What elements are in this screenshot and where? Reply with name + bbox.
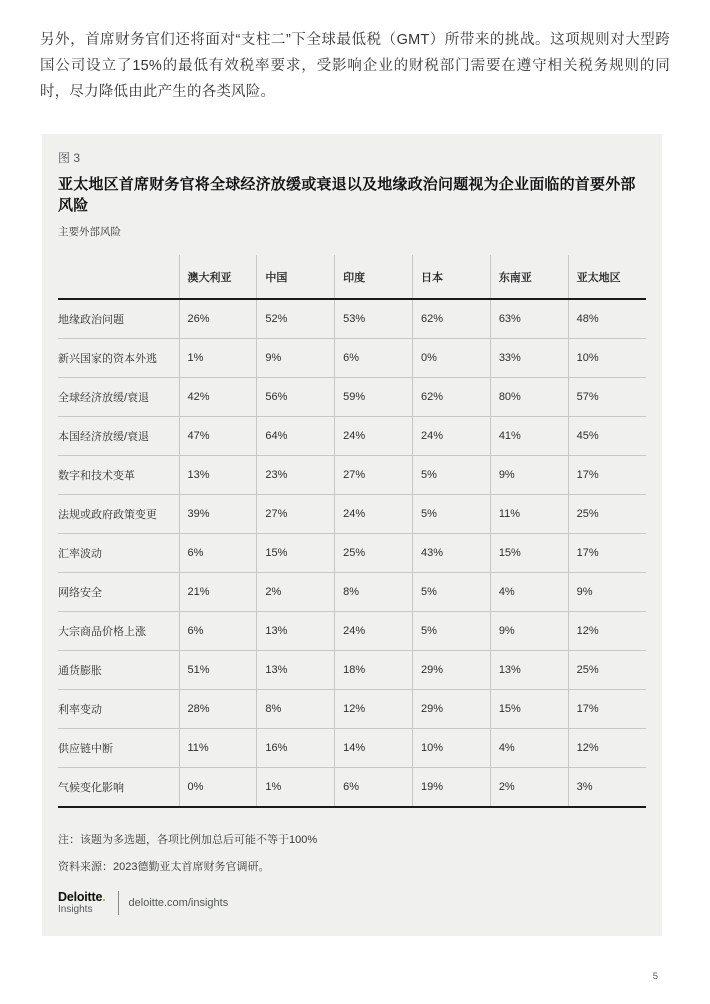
risk-row-label: 通货膨胀 bbox=[58, 664, 102, 677]
risk-row-label: 全球经济放缓/衰退 bbox=[58, 391, 150, 404]
risk-value-cell: 24% bbox=[335, 416, 413, 455]
risk-value-cell: 12% bbox=[568, 611, 646, 650]
risk-value-cell: 17% bbox=[568, 689, 646, 728]
table-row bbox=[58, 728, 646, 767]
insights-brand-text: Insights bbox=[58, 904, 93, 916]
risk-value-cell: 6% bbox=[179, 611, 257, 650]
risk-value-cell: 6% bbox=[335, 767, 413, 807]
risk-value-cell: 9% bbox=[490, 455, 568, 494]
risk-value-cell: 5% bbox=[412, 572, 490, 611]
risk-value-cell: 17% bbox=[568, 455, 646, 494]
column-header: 东南亚 bbox=[490, 255, 568, 299]
risk-value-cell: 13% bbox=[179, 455, 257, 494]
risk-value-cell: 6% bbox=[335, 338, 413, 377]
table-row bbox=[58, 533, 646, 572]
risk-value-cell: 53% bbox=[335, 299, 413, 339]
risk-value-cell: 2% bbox=[257, 572, 335, 611]
risk-value-cell: 42% bbox=[179, 377, 257, 416]
risk-value-cell: 11% bbox=[179, 728, 257, 767]
risk-value-cell: 25% bbox=[568, 650, 646, 689]
deloitte-green-dot: . bbox=[102, 889, 106, 904]
risk-value-cell: 9% bbox=[568, 572, 646, 611]
risk-value-cell: 16% bbox=[257, 728, 335, 767]
risk-value-cell: 27% bbox=[335, 455, 413, 494]
risk-value-cell: 24% bbox=[412, 416, 490, 455]
risk-value-cell: 25% bbox=[335, 533, 413, 572]
risk-value-cell: 0% bbox=[412, 338, 490, 377]
risk-value-cell: 63% bbox=[490, 299, 568, 339]
risk-value-cell: 41% bbox=[490, 416, 568, 455]
risk-value-cell: 80% bbox=[490, 377, 568, 416]
risk-value-cell: 9% bbox=[490, 611, 568, 650]
risk-row-label: 利率变动 bbox=[58, 703, 102, 716]
risk-value-cell: 29% bbox=[412, 689, 490, 728]
header-row bbox=[58, 255, 646, 299]
risk-value-cell: 43% bbox=[412, 533, 490, 572]
risk-value-cell: 52% bbox=[257, 299, 335, 339]
risk-value-cell: 5% bbox=[412, 455, 490, 494]
table-row bbox=[58, 611, 646, 650]
risk-value-cell: 15% bbox=[490, 689, 568, 728]
risk-table-body bbox=[58, 299, 646, 807]
risk-value-cell: 13% bbox=[257, 650, 335, 689]
risk-value-cell: 15% bbox=[257, 533, 335, 572]
figure-3-panel bbox=[42, 134, 662, 935]
intro-paragraph: 另外，首席财务官们还将面对“支柱二”下全球最低税（GMT）所带来的挑战。这项规则对大型跨国公司设立了15%的最低有效税率要求，受影响企业的财税部门需要在遵守相关税务规则的同时，尽力降低由此产生的各类风险。 bbox=[40, 32, 670, 100]
table-row bbox=[58, 767, 646, 807]
table-row bbox=[58, 416, 646, 455]
risk-value-cell: 51% bbox=[179, 650, 257, 689]
figure-source: 资料来源：2023德勤亚太首席财务官调研。 bbox=[58, 860, 270, 873]
insights-url-link[interactable]: deloitte.com/insights bbox=[128, 896, 229, 909]
deloitte-insights-logo bbox=[58, 890, 646, 916]
risk-row-label: 法规或政府政策变更 bbox=[58, 508, 157, 521]
risk-value-cell: 8% bbox=[257, 689, 335, 728]
risk-value-cell: 17% bbox=[568, 533, 646, 572]
column-header: 日本 bbox=[412, 255, 490, 299]
corner-cell bbox=[58, 255, 179, 299]
risk-row-label: 地缘政治问题 bbox=[58, 313, 124, 326]
risk-value-cell: 29% bbox=[412, 650, 490, 689]
risk-value-cell: 12% bbox=[335, 689, 413, 728]
risk-value-cell: 45% bbox=[568, 416, 646, 455]
table-row bbox=[58, 377, 646, 416]
risk-value-cell: 62% bbox=[412, 377, 490, 416]
risk-value-cell: 59% bbox=[335, 377, 413, 416]
risk-value-cell: 14% bbox=[335, 728, 413, 767]
risk-value-cell: 10% bbox=[412, 728, 490, 767]
figure-title: 亚太地区首席财务官将全球经济放缓或衰退以及地缘政治问题视为企业面临的首要外部风险 bbox=[58, 176, 636, 215]
table-row bbox=[58, 338, 646, 377]
risk-value-cell: 47% bbox=[179, 416, 257, 455]
risk-value-cell: 33% bbox=[490, 338, 568, 377]
risk-value-cell: 11% bbox=[490, 494, 568, 533]
risk-row-label: 新兴国家的资本外逃 bbox=[58, 352, 157, 365]
risk-row-label: 本国经济放缓/衰退 bbox=[58, 430, 150, 443]
risk-value-cell: 13% bbox=[490, 650, 568, 689]
risk-value-cell: 5% bbox=[412, 494, 490, 533]
risk-row-label: 气候变化影响 bbox=[58, 781, 124, 794]
risk-value-cell: 19% bbox=[412, 767, 490, 807]
risk-value-cell: 62% bbox=[412, 299, 490, 339]
risk-value-cell: 24% bbox=[335, 611, 413, 650]
column-header: 亚太地区 bbox=[568, 255, 646, 299]
deloitte-brand-text: Deloitte. bbox=[58, 889, 106, 904]
risk-value-cell: 56% bbox=[257, 377, 335, 416]
table-row bbox=[58, 455, 646, 494]
risk-value-cell: 6% bbox=[179, 533, 257, 572]
risk-value-cell: 57% bbox=[568, 377, 646, 416]
figure-note: 注：该题为多选题，各项比例加总后可能不等于100% bbox=[58, 833, 318, 846]
column-header: 中国 bbox=[257, 255, 335, 299]
risk-row-label: 供应链中断 bbox=[58, 742, 113, 755]
risk-value-cell: 3% bbox=[568, 767, 646, 807]
table-row bbox=[58, 299, 646, 339]
risk-value-cell: 1% bbox=[179, 338, 257, 377]
risk-value-cell: 25% bbox=[568, 494, 646, 533]
risk-value-cell: 0% bbox=[179, 767, 257, 807]
risk-value-cell: 13% bbox=[257, 611, 335, 650]
risk-row-label: 网络安全 bbox=[58, 586, 102, 599]
figure-label: 图 3 bbox=[58, 151, 81, 166]
risk-value-cell: 21% bbox=[179, 572, 257, 611]
risk-value-cell: 9% bbox=[257, 338, 335, 377]
table-row bbox=[58, 494, 646, 533]
risk-value-cell: 5% bbox=[412, 611, 490, 650]
risk-row-label: 大宗商品价格上涨 bbox=[58, 625, 146, 638]
risk-value-cell: 4% bbox=[490, 728, 568, 767]
risk-value-cell: 15% bbox=[490, 533, 568, 572]
table-row bbox=[58, 689, 646, 728]
risk-row-label: 数字和技术变革 bbox=[58, 469, 135, 482]
table-row bbox=[58, 650, 646, 689]
risk-value-cell: 4% bbox=[490, 572, 568, 611]
risk-value-cell: 18% bbox=[335, 650, 413, 689]
deloitte-wordmark bbox=[58, 891, 106, 916]
risk-value-cell: 48% bbox=[568, 299, 646, 339]
risk-value-cell: 12% bbox=[568, 728, 646, 767]
page-number: 5 bbox=[652, 971, 658, 982]
risk-value-cell: 24% bbox=[335, 494, 413, 533]
risk-value-cell: 26% bbox=[179, 299, 257, 339]
risk-value-cell: 1% bbox=[257, 767, 335, 807]
risk-value-cell: 28% bbox=[179, 689, 257, 728]
column-header: 澳大利亚 bbox=[179, 255, 257, 299]
risk-value-cell: 8% bbox=[335, 572, 413, 611]
risk-value-cell: 39% bbox=[179, 494, 257, 533]
table-row bbox=[58, 572, 646, 611]
figure-subtitle: 主要外部风险 bbox=[58, 225, 121, 238]
risk-value-cell: 2% bbox=[490, 767, 568, 807]
risk-row-label: 汇率波动 bbox=[58, 547, 102, 560]
risk-value-cell: 23% bbox=[257, 455, 335, 494]
column-header: 印度 bbox=[335, 255, 413, 299]
risk-value-cell: 27% bbox=[257, 494, 335, 533]
risk-table bbox=[58, 255, 646, 808]
risk-table-header bbox=[58, 255, 646, 299]
risk-value-cell: 10% bbox=[568, 338, 646, 377]
logo-divider bbox=[118, 891, 119, 915]
risk-value-cell: 64% bbox=[257, 416, 335, 455]
